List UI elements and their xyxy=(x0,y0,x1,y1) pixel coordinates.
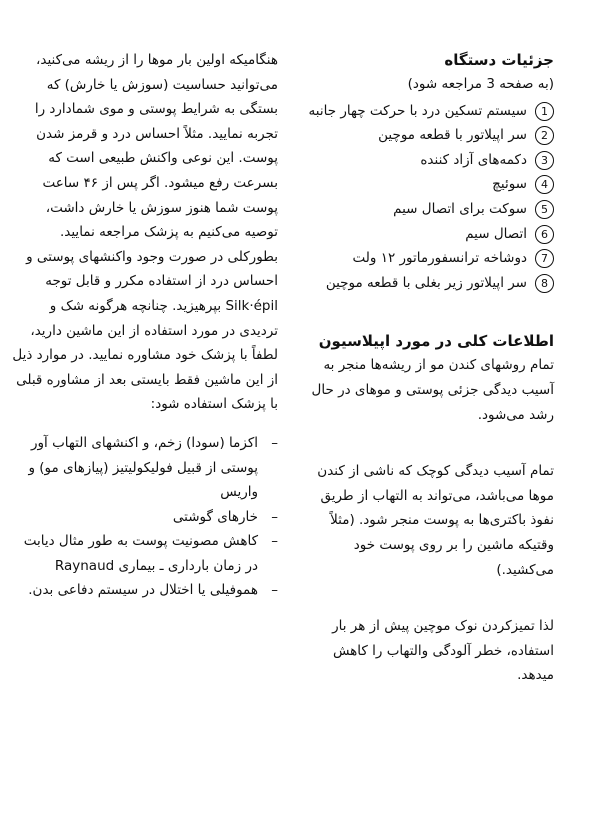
list-item xyxy=(304,123,554,148)
item-text: سوکت برای اتصال سیم xyxy=(393,200,527,217)
dash-bullet: – xyxy=(271,434,278,451)
general-info-paragraph-2: تمام آسیب دیدگی کوچک که ناشی از کندن موها می‌باشد، می‌تواند به التهاب از طریق نفوذ باکتری‌ها به پوست منجر شود. (مثلاً وقتیکه ماشین را بر روی پوست خود می‌کشید.) xyxy=(317,463,554,578)
item-number: 1 xyxy=(535,102,554,121)
list-item xyxy=(304,271,554,296)
dash-bullet: – xyxy=(271,533,278,550)
intro-paragraph: هنگامیکه اولین بار موها را از ریشه می‌کنید، می‌توانید حساسیت (سوزش یا خارش) که بستگی به شرایط پوستی و موی شمادارد را تجربه نمایید. مثلاً احساس درد و قرمز شدن پوست. این نوعی واکنش طبیعی است که بسرعت رفع میشود. اگر پس از ۴۶ ساعت پوست شما هنوز سوزش یا خارش داشت، توصیه می‌کنیم به پزشک مراجعه نمایید. بطورکلی در صورت وجود واکنشهای پوستی و احساس درد از استفاده مکرر و قابل توجه Silk·épil بپرهیزید. چنانچه هرگونه شک و تردیدی در مورد استفاده از این ماشین دارید، لطفاً با پزشک خود مشاوره نمایید. در موارد ذیل از این ماشین فقط بایستی بعد از مشاوره قبلی با پزشک استفاده شود: xyxy=(12,52,278,413)
item-number: 5 xyxy=(535,200,554,219)
list-item xyxy=(304,222,554,247)
parts-list xyxy=(304,99,554,296)
list-item xyxy=(10,505,278,530)
item-text: اتصال سیم xyxy=(465,225,527,242)
item-number: 2 xyxy=(535,126,554,145)
general-info-paragraph-1: تمام روشهای کندن مو از ریشه‌ها منجر به آسیب دیدگی جزئی پوستی و موهای در حال رشد می‌شود. xyxy=(311,357,554,423)
device-details-title: جزئیات دستگاه xyxy=(444,51,554,69)
item-number: 8 xyxy=(535,274,554,293)
list-item xyxy=(10,578,278,603)
list-item xyxy=(10,431,278,505)
list-item xyxy=(304,197,554,222)
list-item xyxy=(304,148,554,173)
item-text: سوئیچ xyxy=(492,176,527,193)
item-text: دوشاخه ترانسفورماتور ۱۲ ولت xyxy=(352,250,527,267)
list-item xyxy=(304,99,554,124)
item-text: کاهش مصونیت پوست به طور مثال دیابت در زمان بارداری ـ بیماری Raynaud xyxy=(23,533,258,574)
general-info-paragraph-3: لذا تمیزکردن نوک موچین پیش از هر بار استفاده، خطر آلودگی والتهاب را کاهش میدهد. xyxy=(332,618,554,684)
dash-bullet: – xyxy=(271,508,278,525)
page-reference: (به صفحه 3 مراجعه شود) xyxy=(407,76,554,92)
item-text: خارهای گوشتی xyxy=(172,508,258,525)
item-number: 6 xyxy=(535,225,554,244)
list-item xyxy=(304,246,554,271)
right-column xyxy=(304,48,554,688)
item-number: 4 xyxy=(535,175,554,194)
list-item xyxy=(10,529,278,578)
contraindications-list xyxy=(10,431,278,603)
item-text: اکزما (سودا) زخم، و اکنشهای التهاب آور پوستی از قبیل فولیکولیتیز (پیازهای مو) و واریس xyxy=(28,434,258,501)
dash-bullet: – xyxy=(271,582,278,599)
item-text: سیستم تسکین درد با حرکت چهار جانبه xyxy=(308,102,527,119)
item-number: 7 xyxy=(535,249,554,268)
item-text: هموفیلی یا اختلال در سیستم دفاعی بدن. xyxy=(28,582,258,599)
left-column xyxy=(10,48,278,603)
item-number: 3 xyxy=(535,151,554,170)
item-text: سر اپیلاتور زیر بغلی با قطعه موچین xyxy=(325,274,527,291)
general-info-title: اطلاعات کلی در مورد اپیلاسیون xyxy=(318,332,554,351)
item-text: دکمه‌های آزاد کننده xyxy=(420,151,527,168)
list-item xyxy=(304,172,554,197)
item-text: سر اپیلاتور با قطعه موچین xyxy=(378,127,527,144)
